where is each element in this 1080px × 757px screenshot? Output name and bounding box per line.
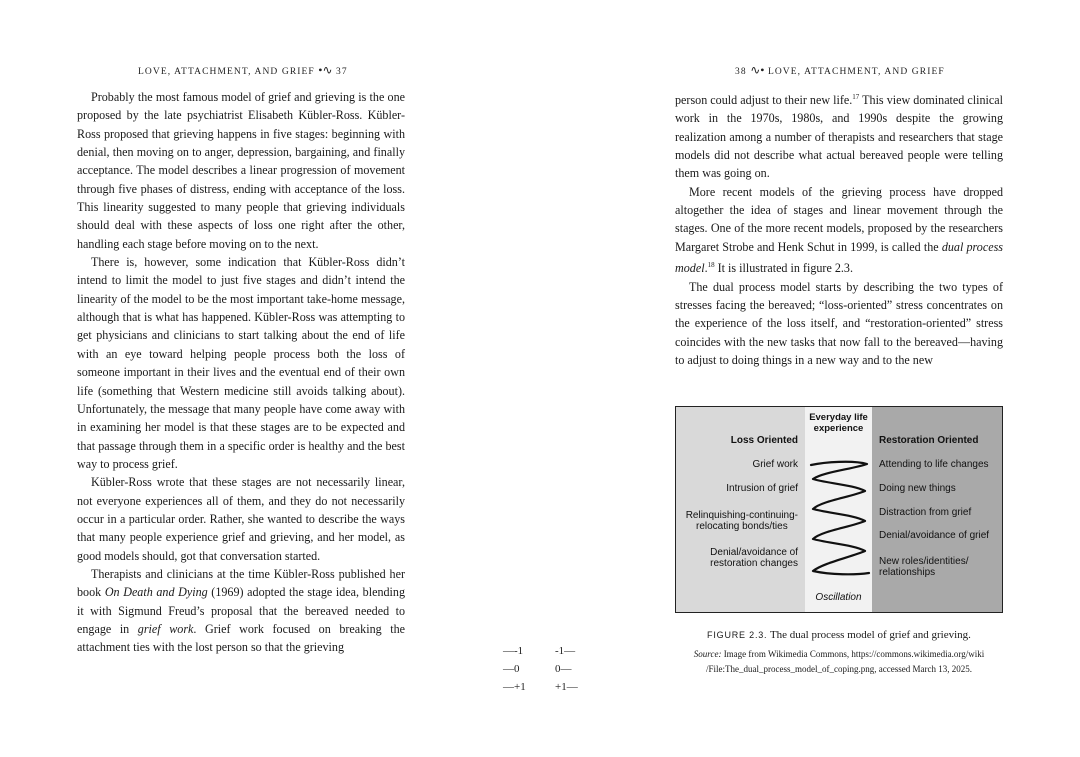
restoration-item: Distraction from grief — [879, 507, 972, 518]
footnote-ref: 18 — [707, 261, 715, 270]
paragraph — [675, 88, 1003, 183]
restoration-item — [879, 556, 968, 578]
loss-item: Intrusion of grief — [726, 483, 798, 494]
paragraph — [675, 183, 1003, 278]
ornament-icon: •∿ — [318, 63, 333, 77]
loss-item — [710, 547, 798, 569]
book-title: On Death and Dying — [104, 585, 208, 600]
page-number: 38 — [735, 67, 747, 77]
line-marker: -1— — [555, 645, 576, 657]
oscillation-squiggle-icon — [805, 457, 872, 582]
loss-item-line: restoration changes — [710, 558, 798, 569]
oscillation-label: Oscillation — [815, 592, 862, 603]
line-marker: —+1 — [503, 681, 526, 693]
restoration-item: Denial/avoidance of grief — [879, 530, 990, 541]
header-line: Everyday life — [809, 412, 868, 423]
italic-term: dual process model — [675, 239, 1003, 276]
source-line — [675, 647, 1003, 662]
caption-text: The dual process model of grief and grieving. — [769, 629, 971, 641]
loss-item: Grief work — [752, 459, 798, 470]
restoration-item-line: relationships — [879, 567, 936, 578]
line-marker: —-1 — [503, 645, 524, 657]
restoration-oriented-header: Restoration Oriented — [879, 435, 979, 446]
line-marker: +1— — [555, 681, 578, 693]
text-run: Therapists and clinicians at the time Kübler-Ross published her book — [77, 566, 405, 600]
dual-process-figure — [675, 406, 1003, 613]
text-run: . — [704, 261, 708, 276]
source-label: Source: — [693, 649, 722, 659]
text-run: person could adjust to their new life. — [675, 93, 853, 108]
loss-item-line: Denial/avoidance of — [710, 547, 798, 558]
restoration-item-line: New roles/identities/ — [879, 556, 969, 567]
loss-oriented-header: Loss Oriented — [730, 435, 798, 446]
paragraph: There is, however, some indication that Kübler-Ross didn’t intend to limit the model to just five stages and didn’t intend the linearity of the model to be the most important take-home message, although that is what has happened. Kübler-Ross was attempting to get physicians and clinicians to start talking about the end of life with an eye toward helping people process both the loss of someone important in their lives and the eventual end of their own life (something that Western medicine still avoids talking about). Unfortunately, the message that many people have come away with in examining her model is that these stages are to be expected and that passage through them in a specific order is healthy and the best way to process grief. — [77, 255, 405, 471]
right-running-head — [735, 63, 945, 78]
ornament-icon: ∿• — [750, 63, 765, 77]
left-running-head — [138, 63, 348, 78]
text-run: This view dominated clinical work in the 1970s, 1980s, and 1990s despite the growing realization among a number of therapists and researchers that stage models did not describe what actual bereaved people were telling them was going on. — [675, 93, 1003, 181]
paragraph: Kübler-Ross wrote that these stages are not necessarily linear, not everyone experiences all of them, and they do not necessarily occur in a particular order. Rather, she wanted to describe the ways that many people experience grief and grieving, and her model, as good models should, got that conversation started. — [77, 475, 405, 563]
caption-label: FIGURE 2.3. — [707, 630, 768, 640]
source-text: Image from Wikimedia Commons, https://commons.wikimedia.org/wiki — [723, 649, 985, 659]
header-line: experience — [813, 423, 864, 434]
line-marker: 0— — [555, 663, 572, 675]
text-run: . Grief work focused on breaking the attachment ties with the lost person so that the grieving — [77, 621, 406, 655]
loss-item — [686, 510, 798, 532]
left-body-text — [77, 88, 405, 657]
text-run: More recent models of the grieving process have dropped altogether the idea of stages and linear movement through the stages. One of the more recent models, proposed by the researchers Margaret Strobe and Henk Schut in 1999, is called the — [675, 184, 1003, 254]
running-head-text: LOVE, ATTACHMENT, AND GRIEF — [138, 67, 315, 77]
running-head-text: LOVE, ATTACHMENT, AND GRIEF — [767, 67, 945, 77]
right-body-text — [675, 88, 1003, 369]
figure-caption — [675, 629, 1003, 641]
figure-source — [675, 647, 1003, 677]
page-number: 37 — [336, 67, 348, 77]
restoration-item: Doing new things — [879, 483, 956, 494]
everyday-life-header — [805, 412, 872, 434]
restoration-item: Attending to life changes — [879, 459, 989, 470]
loss-item-line: Relinquishing-continuing- — [685, 510, 798, 521]
source-line: /File:The_dual_process_model_of_coping.png, accessed March 13, 2025. — [706, 664, 972, 674]
line-marker: —0 — [503, 663, 520, 675]
text-run: (1969) adopted the stage idea, blending it with Sigmund Freud’s proposal that the bereaved needed to engage in — [77, 585, 405, 636]
text-run: It is illustrated in figure 2.3. — [714, 261, 853, 276]
paragraph: The dual process model starts by describing the two types of stresses facing the bereaved; “loss-oriented” stress concentrates on the experience of the loss itself, and “restoration-oriented” stress coincides with the new tasks that now fall to the bereaved—having to adjust to doing things in a new way and to the new — [675, 279, 1003, 367]
footnote-ref: 17 — [852, 93, 860, 101]
italic-term: grief work — [137, 621, 194, 636]
loss-item-line: relocating bonds/ties — [695, 521, 788, 532]
paragraph — [77, 565, 405, 657]
paragraph: Probably the most famous model of grief and grieving is the one proposed by the late psychiatrist Elisabeth Kübler-Ross. Kübler-Ross proposed that grieving happens in five stages: beginning with denial, then moving on to anger, depression, bargaining, and finally acceptance. The model describes a linear progression of movement through five phases of distress, ending with acceptance of the loss. This linearity suggested to many people that grieving individuals should deal with these aspects of loss one right after the other, handling each stage before moving on to the next. — [77, 90, 405, 251]
